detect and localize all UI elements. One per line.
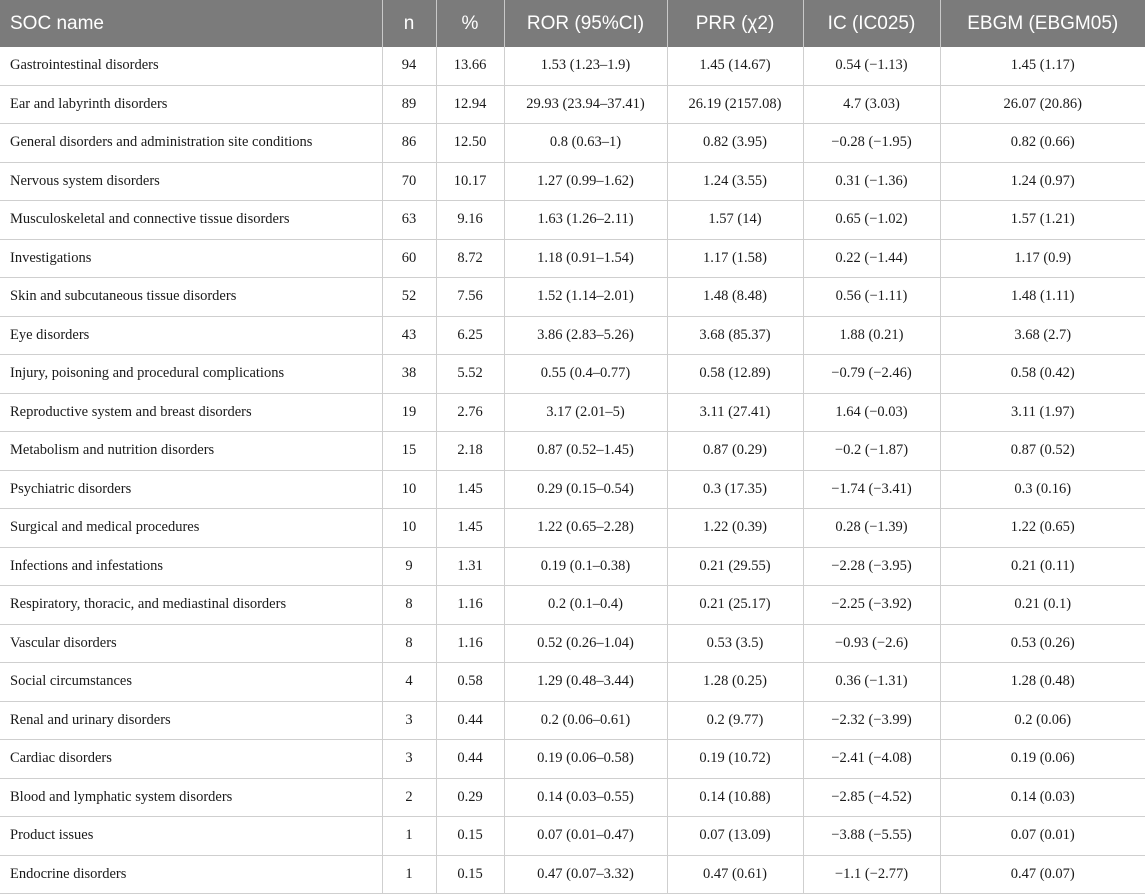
table-row [0, 393, 1145, 432]
soc-name-cell: General disorders and administration site conditions [0, 124, 382, 163]
table-row [0, 586, 1145, 625]
prr-cell: 1.45 (14.67) [667, 47, 803, 85]
prr-cell: 1.24 (3.55) [667, 162, 803, 201]
table-row [0, 201, 1145, 240]
percent-cell: 1.16 [436, 624, 504, 663]
percent-cell: 0.15 [436, 817, 504, 856]
ic-cell: −0.2 (−1.87) [803, 432, 940, 471]
table-row [0, 509, 1145, 548]
ic-cell: 0.28 (−1.39) [803, 509, 940, 548]
soc-name-cell: Infections and infestations [0, 547, 382, 586]
percent-cell: 6.25 [436, 316, 504, 355]
prr-cell: 26.19 (2157.08) [667, 85, 803, 124]
ic-cell: 4.7 (3.03) [803, 85, 940, 124]
n-cell: 8 [382, 624, 436, 663]
ic-cell: −0.93 (−2.6) [803, 624, 940, 663]
percent-cell: 0.44 [436, 740, 504, 779]
n-cell: 19 [382, 393, 436, 432]
ic-cell: −1.74 (−3.41) [803, 470, 940, 509]
table-header [0, 0, 1145, 47]
prr-cell: 0.21 (29.55) [667, 547, 803, 586]
table-row [0, 316, 1145, 355]
soc-name-cell: Social circumstances [0, 663, 382, 702]
soc-name-cell: Skin and subcutaneous tissue disorders [0, 278, 382, 317]
table-row [0, 624, 1145, 663]
soc-name-cell: Metabolism and nutrition disorders [0, 432, 382, 471]
prr-cell: 0.07 (13.09) [667, 817, 803, 856]
ic-cell: 0.56 (−1.11) [803, 278, 940, 317]
ic-cell: −2.28 (−3.95) [803, 547, 940, 586]
prr-cell: 1.28 (0.25) [667, 663, 803, 702]
prr-cell: 3.68 (85.37) [667, 316, 803, 355]
percent-cell: 8.72 [436, 239, 504, 278]
ebgm-cell: 1.57 (1.21) [940, 201, 1145, 240]
soc-name-cell: Surgical and medical procedures [0, 509, 382, 548]
prr-cell: 0.82 (3.95) [667, 124, 803, 163]
ic-cell: 0.54 (−1.13) [803, 47, 940, 85]
prr-cell: 1.17 (1.58) [667, 239, 803, 278]
percent-cell: 7.56 [436, 278, 504, 317]
header-percent: % [436, 0, 504, 47]
soc-name-cell: Investigations [0, 239, 382, 278]
ic-cell: −2.32 (−3.99) [803, 701, 940, 740]
n-cell: 3 [382, 701, 436, 740]
percent-cell: 1.45 [436, 470, 504, 509]
soc-name-cell: Injury, poisoning and procedural complications [0, 355, 382, 394]
percent-cell: 0.15 [436, 855, 504, 894]
table-row [0, 47, 1145, 85]
header-n: n [382, 0, 436, 47]
ebgm-cell: 1.45 (1.17) [940, 47, 1145, 85]
ebgm-cell: 1.24 (0.97) [940, 162, 1145, 201]
ebgm-cell: 0.07 (0.01) [940, 817, 1145, 856]
n-cell: 52 [382, 278, 436, 317]
ic-cell: −0.79 (−2.46) [803, 355, 940, 394]
soc-name-cell: Cardiac disorders [0, 740, 382, 779]
header-prr: PRR (χ2) [667, 0, 803, 47]
n-cell: 4 [382, 663, 436, 702]
table-row [0, 278, 1145, 317]
n-cell: 3 [382, 740, 436, 779]
ror-cell: 0.14 (0.03–0.55) [504, 778, 667, 817]
ic-cell: −2.25 (−3.92) [803, 586, 940, 625]
soc-name-cell: Ear and labyrinth disorders [0, 85, 382, 124]
percent-cell: 1.45 [436, 509, 504, 548]
header-ic: IC (IC025) [803, 0, 940, 47]
n-cell: 86 [382, 124, 436, 163]
table-row [0, 547, 1145, 586]
soc-name-cell: Gastrointestinal disorders [0, 47, 382, 85]
ror-cell: 0.47 (0.07–3.32) [504, 855, 667, 894]
ebgm-cell: 0.87 (0.52) [940, 432, 1145, 471]
percent-cell: 13.66 [436, 47, 504, 85]
percent-cell: 1.31 [436, 547, 504, 586]
header-row [0, 0, 1145, 47]
ebgm-cell: 0.58 (0.42) [940, 355, 1145, 394]
ic-cell: 0.31 (−1.36) [803, 162, 940, 201]
ic-cell: −2.41 (−4.08) [803, 740, 940, 779]
soc-name-cell: Product issues [0, 817, 382, 856]
ror-cell: 1.52 (1.14–2.01) [504, 278, 667, 317]
n-cell: 70 [382, 162, 436, 201]
percent-cell: 12.94 [436, 85, 504, 124]
prr-cell: 0.3 (17.35) [667, 470, 803, 509]
n-cell: 94 [382, 47, 436, 85]
table-row [0, 701, 1145, 740]
n-cell: 10 [382, 470, 436, 509]
soc-name-cell: Respiratory, thoracic, and mediastinal disorders [0, 586, 382, 625]
prr-cell: 0.21 (25.17) [667, 586, 803, 625]
soc-name-cell: Vascular disorders [0, 624, 382, 663]
soc-name-cell: Eye disorders [0, 316, 382, 355]
n-cell: 8 [382, 586, 436, 625]
n-cell: 38 [382, 355, 436, 394]
soc-name-cell: Psychiatric disorders [0, 470, 382, 509]
table-row [0, 663, 1145, 702]
ror-cell: 0.52 (0.26–1.04) [504, 624, 667, 663]
percent-cell: 0.58 [436, 663, 504, 702]
table-row [0, 162, 1145, 201]
ror-cell: 0.87 (0.52–1.45) [504, 432, 667, 471]
ebgm-cell: 0.21 (0.11) [940, 547, 1145, 586]
table-row [0, 355, 1145, 394]
table-body [0, 47, 1145, 894]
soc-name-cell: Reproductive system and breast disorders [0, 393, 382, 432]
header-ror: ROR (95%CI) [504, 0, 667, 47]
table-row [0, 432, 1145, 471]
n-cell: 63 [382, 201, 436, 240]
ebgm-cell: 1.28 (0.48) [940, 663, 1145, 702]
table-row [0, 778, 1145, 817]
ic-cell: −3.88 (−5.55) [803, 817, 940, 856]
ror-cell: 0.2 (0.1–0.4) [504, 586, 667, 625]
prr-cell: 1.22 (0.39) [667, 509, 803, 548]
ebgm-cell: 0.2 (0.06) [940, 701, 1145, 740]
prr-cell: 1.57 (14) [667, 201, 803, 240]
ic-cell: 1.88 (0.21) [803, 316, 940, 355]
prr-cell: 0.19 (10.72) [667, 740, 803, 779]
n-cell: 1 [382, 855, 436, 894]
table-row [0, 740, 1145, 779]
ebgm-cell: 26.07 (20.86) [940, 85, 1145, 124]
soc-name-cell: Musculoskeletal and connective tissue disorders [0, 201, 382, 240]
soc-name-cell: Blood and lymphatic system disorders [0, 778, 382, 817]
ror-cell: 1.29 (0.48–3.44) [504, 663, 667, 702]
ror-cell: 0.2 (0.06–0.61) [504, 701, 667, 740]
header-ebgm: EBGM (EBGM05) [940, 0, 1145, 47]
ebgm-cell: 0.21 (0.1) [940, 586, 1145, 625]
ror-cell: 0.29 (0.15–0.54) [504, 470, 667, 509]
table-row [0, 470, 1145, 509]
ebgm-cell: 0.47 (0.07) [940, 855, 1145, 894]
ic-cell: 0.22 (−1.44) [803, 239, 940, 278]
table-row [0, 239, 1145, 278]
table-row [0, 855, 1145, 894]
ic-cell: −2.85 (−4.52) [803, 778, 940, 817]
ic-cell: −0.28 (−1.95) [803, 124, 940, 163]
ror-cell: 29.93 (23.94–37.41) [504, 85, 667, 124]
ic-cell: 1.64 (−0.03) [803, 393, 940, 432]
ror-cell: 0.07 (0.01–0.47) [504, 817, 667, 856]
ic-cell: 0.65 (−1.02) [803, 201, 940, 240]
n-cell: 2 [382, 778, 436, 817]
ebgm-cell: 3.11 (1.97) [940, 393, 1145, 432]
soc-name-cell: Renal and urinary disorders [0, 701, 382, 740]
ebgm-cell: 0.14 (0.03) [940, 778, 1145, 817]
prr-cell: 0.87 (0.29) [667, 432, 803, 471]
prr-cell: 3.11 (27.41) [667, 393, 803, 432]
percent-cell: 0.44 [436, 701, 504, 740]
percent-cell: 0.29 [436, 778, 504, 817]
n-cell: 9 [382, 547, 436, 586]
n-cell: 60 [382, 239, 436, 278]
ebgm-cell: 0.3 (0.16) [940, 470, 1145, 509]
ror-cell: 3.86 (2.83–5.26) [504, 316, 667, 355]
ror-cell: 0.19 (0.1–0.38) [504, 547, 667, 586]
ebgm-cell: 3.68 (2.7) [940, 316, 1145, 355]
prr-cell: 0.58 (12.89) [667, 355, 803, 394]
percent-cell: 2.18 [436, 432, 504, 471]
n-cell: 43 [382, 316, 436, 355]
percent-cell: 2.76 [436, 393, 504, 432]
percent-cell: 5.52 [436, 355, 504, 394]
percent-cell: 12.50 [436, 124, 504, 163]
ebgm-cell: 1.17 (0.9) [940, 239, 1145, 278]
ror-cell: 1.63 (1.26–2.11) [504, 201, 667, 240]
ebgm-cell: 0.53 (0.26) [940, 624, 1145, 663]
prr-cell: 0.47 (0.61) [667, 855, 803, 894]
ror-cell: 3.17 (2.01–5) [504, 393, 667, 432]
ic-cell: 0.36 (−1.31) [803, 663, 940, 702]
ebgm-cell: 0.19 (0.06) [940, 740, 1145, 779]
n-cell: 1 [382, 817, 436, 856]
ror-cell: 1.53 (1.23–1.9) [504, 47, 667, 85]
n-cell: 15 [382, 432, 436, 471]
table-row [0, 85, 1145, 124]
prr-cell: 1.48 (8.48) [667, 278, 803, 317]
prr-cell: 0.2 (9.77) [667, 701, 803, 740]
table-row [0, 817, 1145, 856]
percent-cell: 9.16 [436, 201, 504, 240]
ror-cell: 1.27 (0.99–1.62) [504, 162, 667, 201]
n-cell: 10 [382, 509, 436, 548]
ic-cell: −1.1 (−2.77) [803, 855, 940, 894]
ror-cell: 1.18 (0.91–1.54) [504, 239, 667, 278]
header-soc-name: SOC name [0, 0, 382, 47]
ror-cell: 0.19 (0.06–0.58) [504, 740, 667, 779]
ebgm-cell: 1.48 (1.11) [940, 278, 1145, 317]
percent-cell: 1.16 [436, 586, 504, 625]
n-cell: 89 [382, 85, 436, 124]
ebgm-cell: 0.82 (0.66) [940, 124, 1145, 163]
ror-cell: 1.22 (0.65–2.28) [504, 509, 667, 548]
ror-cell: 0.55 (0.4–0.77) [504, 355, 667, 394]
prr-cell: 0.53 (3.5) [667, 624, 803, 663]
table-row [0, 124, 1145, 163]
prr-cell: 0.14 (10.88) [667, 778, 803, 817]
soc-name-cell: Endocrine disorders [0, 855, 382, 894]
soc-name-cell: Nervous system disorders [0, 162, 382, 201]
ror-cell: 0.8 (0.63–1) [504, 124, 667, 163]
percent-cell: 10.17 [436, 162, 504, 201]
ebgm-cell: 1.22 (0.65) [940, 509, 1145, 548]
